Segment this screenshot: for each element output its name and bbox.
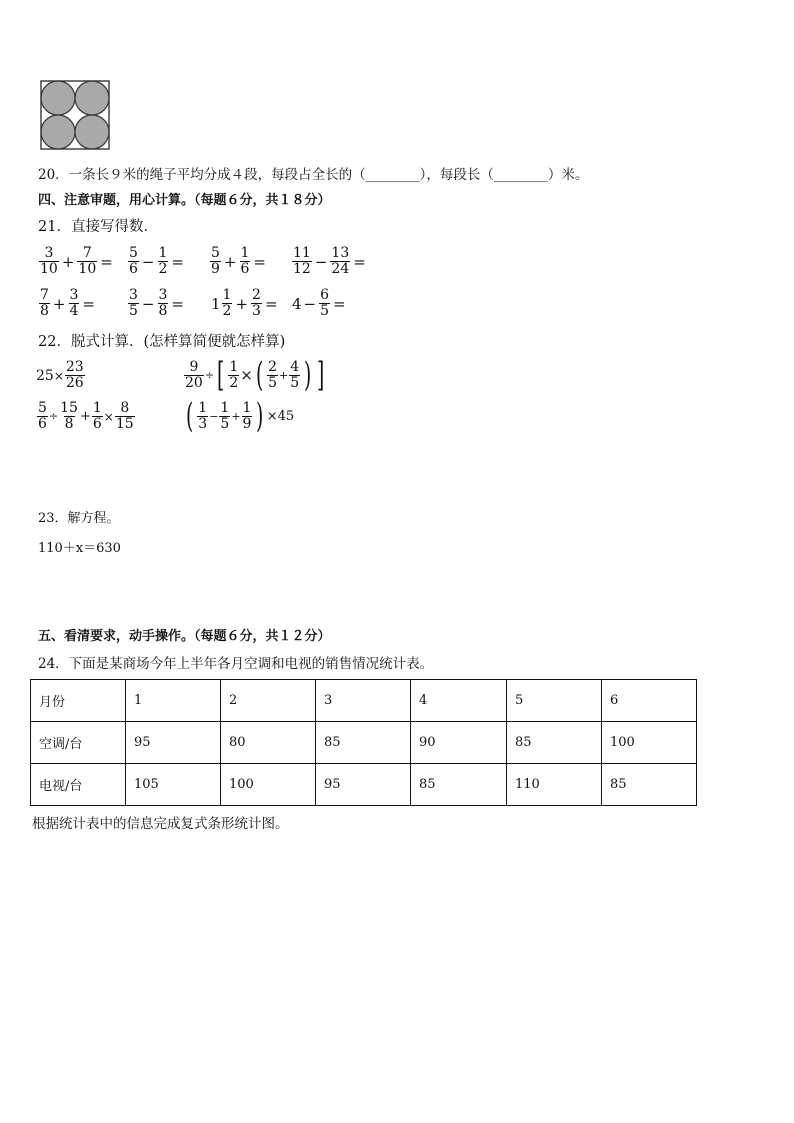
table-cell: 85 [507, 722, 602, 764]
table-cell: 105 [126, 764, 221, 806]
q21-expr-3: 5 9 + $\frac{1}{6}$ = [211, 245, 266, 277]
q21-expr-8: 4 − $\frac{6}{5}$ = [292, 287, 346, 319]
question-22-title: 22．脱式计算．(怎样算简便就怎样算) [38, 334, 286, 350]
right-bracket: ] [317, 355, 325, 395]
table-cell: 电视/台 [31, 764, 126, 806]
q21-expr-6: 3 5 − $\frac{3}{8}$ = [129, 287, 184, 319]
q24-instruction: 根据统计表中的信息完成复式条形统计图。 [32, 816, 289, 832]
question-20: 20．一条长９米的绳子平均分成４段，每段占全长的（________），每段长（________）米。 [38, 167, 589, 183]
table-cell: 95 [126, 722, 221, 764]
table-cell: 80 [221, 722, 316, 764]
question-21-title: 21．直接写得数． [38, 219, 158, 235]
table-header-cell: 1 [126, 680, 221, 722]
table-header-cell: 3 [316, 680, 411, 722]
table-header-cell: 2 [221, 680, 316, 722]
q22-expr-3: $\frac{5}{6}$ ÷ $\frac{15}{8}$ + $\frac{1}{6}$ × $\frac{8}{15}$ [38, 400, 134, 432]
q22-expr-2: $\frac{9}{20}$ ÷ [ $\frac{1}{2}$ × ( 2 5 + $\frac{4}{5}$ ) ] [185, 355, 325, 395]
table-cell: 空调/台 [31, 722, 126, 764]
table-row [31, 722, 697, 764]
q23-equation: 110＋x＝630 [38, 541, 121, 556]
table-cell: 85 [411, 764, 507, 806]
q22-expr-1: 25 × $\frac{23}{26}$ [36, 359, 84, 391]
table-row [31, 680, 697, 722]
right-paren: ) [304, 355, 312, 395]
table-header-cell: 6 [602, 680, 697, 722]
table-cell: 90 [411, 722, 507, 764]
table-cell: 85 [602, 764, 697, 806]
q21-expr-5: 7 8 + $\frac{3}{4}$ = [40, 287, 95, 319]
table-header-cell: 月份 [31, 680, 126, 722]
table-header-cell: 5 [507, 680, 602, 722]
table-cell: 100 [602, 722, 697, 764]
right-paren-2: ) [256, 396, 264, 436]
q21-expr-1: 3 10 + $\frac{7}{10}$ = [40, 245, 113, 277]
table-header-cell: 4 [411, 680, 507, 722]
table-cell: 95 [316, 764, 411, 806]
section-4-title: 四、注意审题，用心计算。（每题６分，共１８分） [38, 193, 331, 208]
q22-expr-4: ( 1 3 − $\frac{1}{5}$ + $\frac{1}{9}$ ) ×45 [185, 396, 295, 436]
section-5-title: 五、看清要求，动手操作。（每题６分，共１２分） [38, 629, 331, 644]
table-cell: 110 [507, 764, 602, 806]
table-cell: 85 [316, 722, 411, 764]
left-paren: ( [255, 355, 264, 395]
q21-expr-2: 5 6 − $\frac{1}{2}$ = [129, 245, 184, 277]
question-24-title: 24．下面是某商场今年上半年各月空调和电视的销售情况统计表。 [38, 656, 434, 672]
table-cell: 100 [221, 764, 316, 806]
question-23-title: 23．解方程。 [38, 511, 120, 526]
sales-statistics-table [30, 679, 697, 806]
table-row [31, 764, 697, 806]
left-bracket: [ [217, 355, 225, 395]
four-circles-figure [40, 80, 110, 150]
q21-expr-7: 1 1 2 + $\frac{2}{3}$ = [211, 287, 278, 319]
left-paren-2: ( [185, 396, 194, 436]
q21-expr-4: 11 12 − $\frac{13}{24}$ = [293, 245, 366, 277]
q21-row-1 [38, 246, 115, 277]
